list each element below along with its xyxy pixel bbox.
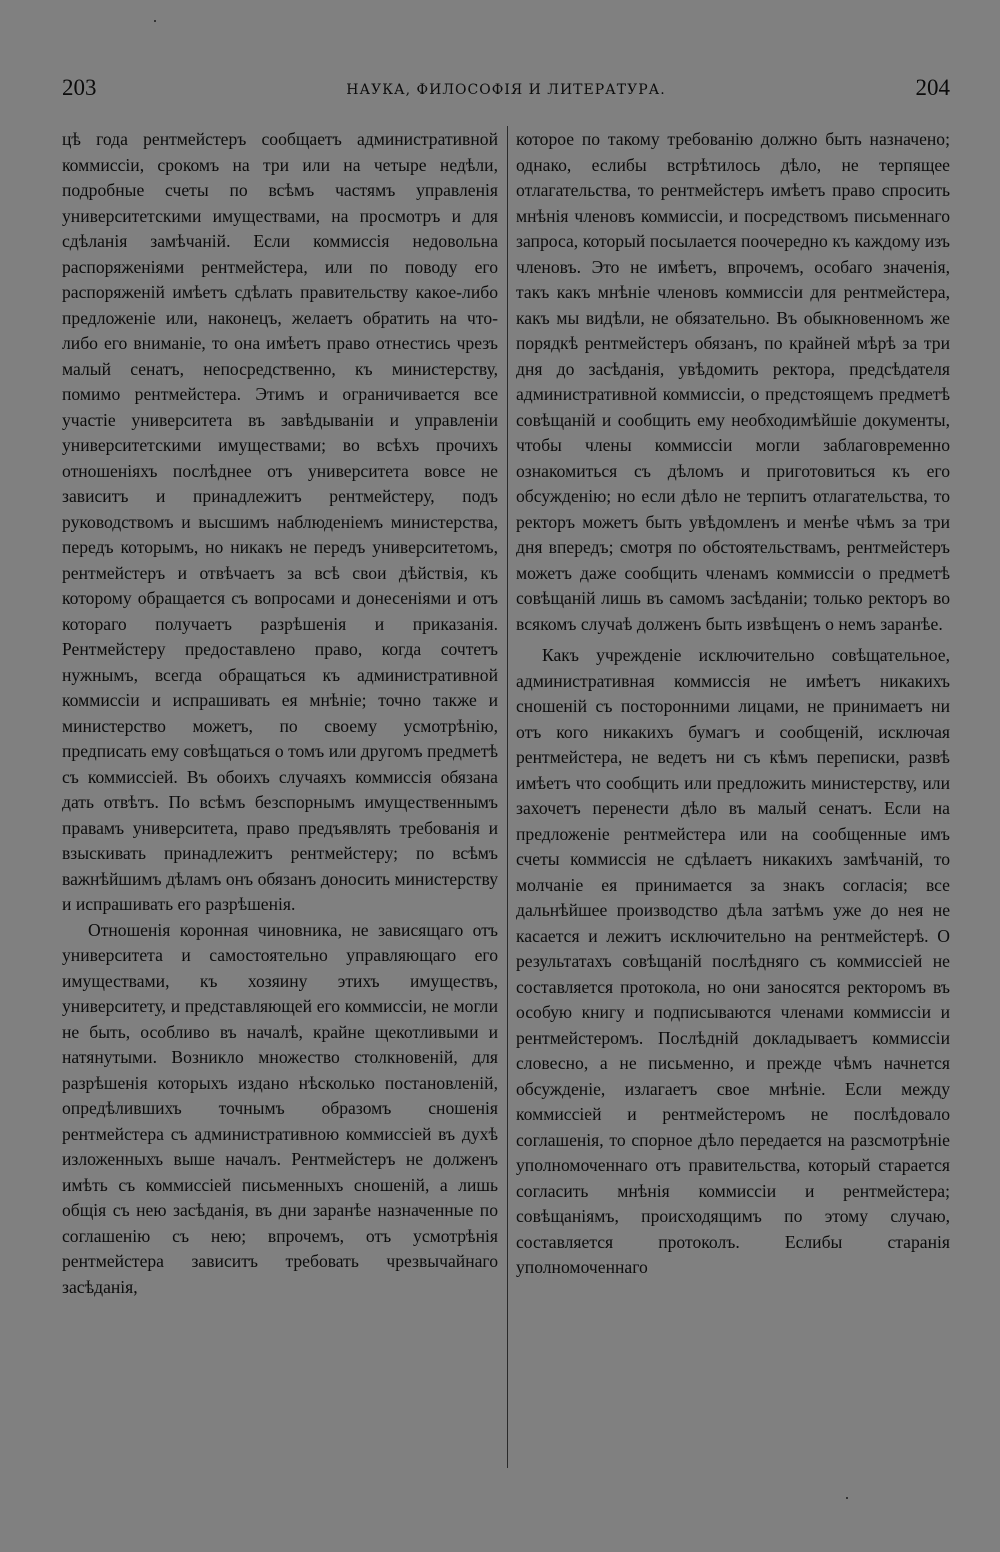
scan-speck [846, 1497, 848, 1499]
left-paragraph-1: цѣ года рентмейстеръ сообщаетъ административной коммиссіи, срокомъ на три или на четыре недѣли, подробные счеты по всѣмъ частямъ управленія университетскими имуществами, на просмотръ и для сдѣланія замѣчаній. Если коммиссія недовольна распоряженіями рентмейстера, или по поводу его распоряженій имѣетъ сдѣлать правительству какое-либо предложеніе или, наконецъ, желаетъ обратить на что-либо его вниманіе, то она имѣетъ право отнестись чрезъ малый сенатъ, непосредственно, къ министерству, помимо рентмейстера. Этимъ и ограничивается все участіе университета въ завѣдываніи и управленіи университетскими имуществами; во всѣхъ прочихъ отношеніяхъ послѣднее отъ университета вовсе не зависитъ и принадлежитъ рентмейстеру, подъ руководствомъ и высшимъ наблюденіемъ министерства, передъ которымъ, но никакъ не передъ университетомъ, рентмейстеръ и отвѣчаетъ за всѣ свои дѣйствія, къ которому обращается съ вопросами и донесеніями и отъ котораго получаетъ разрѣшенія и приказанія. Рентмейстеру предоставлено право, когда сочтетъ нужнымъ, всегда обращаться къ административной коммиссіи и испрашивать ея мнѣніе; точно также и министерство можетъ, по своему усмотрѣнію, предписать ему совѣщаться о томъ или другомъ предметѣ съ коммиссіей. Въ обоихъ случаяхъ коммиссія обязана дать отвѣтъ. По всѣмъ безспорнымъ имущественнымъ правамъ университета, право предъявлять требованія и взыскивать принадлежитъ рентмейстеру; по всѣмъ важнѣйшимъ дѣламъ онъ обязанъ доносить министерству и испрашивать его разрѣшенія. [62, 129, 498, 914]
left-paragraph-2: Отношенія коронная чиновника, не зависящаго отъ университета и самостоятельно управляющаго его имуществами, къ хозяину этихъ имуществъ, университету, и представляющей его коммиссіи, не могли не быть, особливо въ началѣ, крайне щекотливыми и натянутыми. Возникло множество столкновеній, для разрѣшенія которыхъ издано нѣсколько постановленій, опредѣлившихъ точнымъ образомъ сношенія рентмейстера съ административною коммиссіей въ духѣ изложенныхъ выше началъ. Рентмейстеръ не долженъ имѣть съ коммиссіей письменныхъ сношеній, а лишь общія съ нею засѣданія, въ дни заранѣе назначенные по соглашенію съ нею; впрочемъ, отъ усмотрѣнія рентмейстера зависитъ требовать чрезвычайнаго засѣданія, [62, 919, 498, 1297]
column-divider [507, 126, 508, 1468]
right-page-number: 204 [915, 75, 950, 100]
page-header [62, 74, 950, 104]
left-column [62, 127, 498, 1300]
running-title: НАУКА, ФИЛОСОФІЯ И ЛИТЕРАТУРА. [346, 82, 666, 98]
right-paragraph-2: Какъ учрежденіе исключительно совѣщательное, административная коммиссія не имѣетъ никакихъ сношеній съ посторонними лицами, не принимаетъ ни отъ кого никакихъ бумагъ и сообщеній, исключая рентмейстера, не ведетъ ни съ кѣмъ переписки, развѣ имѣетъ что сообщить или предложить министерству, или захочетъ перенести дѣло въ малый сенатъ. Если на предложеніе рентмейстера или на сообщенные имъ счеты коммиссія не сдѣлаетъ никакихъ замѣчаній, то молчаніе ея принимается за знакъ согласія; все дальнѣйшее производство дѣла затѣмъ уже до нея не касается и лежитъ исключительно на рентмейстерѣ. О результатахъ совѣщаній послѣдняго съ коммиссіей не составляется протокола, но они заносятся ректоромъ въ особую книгу и подписываются членами коммиссіи и рентмейстеромъ. Послѣдній докладываетъ коммиссіи словесно, а не письменно, и прежде чѣмъ начнется обсужденіе, излагаетъ свое мнѣніе. Если между коммиссіей и рентмейстеромъ не послѣдовало соглашенія, то спорное дѣло передается на разсмотрѣніе уполномоченнаго отъ правительства, который старается согласить мнѣнія коммиссіи и рентмейстера; совѣщаніямъ, происходящимъ по этому случаю, составляется протоколъ. Еслибы старанія уполномоченнаго [516, 645, 950, 1277]
right-paragraph-1: которое по такому требованію должно быть назначено; однако, еслибы встрѣтилось дѣло, не терпящее отлагательства, то рентмейстеръ имѣетъ право спросить мнѣнія членовъ коммиссіи, и посредствомъ письменнаго запроса, который посылается поочередно къ каждому изъ членовъ. Это не имѣетъ, впрочемъ, особаго значенія, такъ какъ мнѣніе членовъ коммиссіи для рентмейстера, какъ мы видѣли, не обязательно. Въ обыкновенномъ же порядкѣ рентмейстеръ обязанъ, по крайней мѣрѣ за три дня до засѣданія, увѣдомить ректора, предсѣдателя административной коммиссіи, о предстоящемъ предметѣ совѣщаній и сообщить ему необходимѣйшіе документы, чтобы члены коммиссіи могли заблаговременно ознакомиться съ дѣломъ и приготовиться къ его обсужденію; но если дѣло не терпитъ отлагательства, то ректоръ можетъ быть увѣдомленъ и менѣе чѣмъ за три дня впередъ; смотря по обстоятельствамъ, рентмейстеръ можетъ даже сообщить членамъ коммиссіи о предметѣ совѣщаній лишь въ самомъ засѣданіи; только ректоръ во всякомъ случаѣ долженъ быть извѣщенъ о немъ заранѣе. [516, 129, 950, 634]
left-page-number: 203 [62, 75, 97, 100]
right-column [516, 127, 950, 1281]
scan-speck [154, 20, 156, 22]
